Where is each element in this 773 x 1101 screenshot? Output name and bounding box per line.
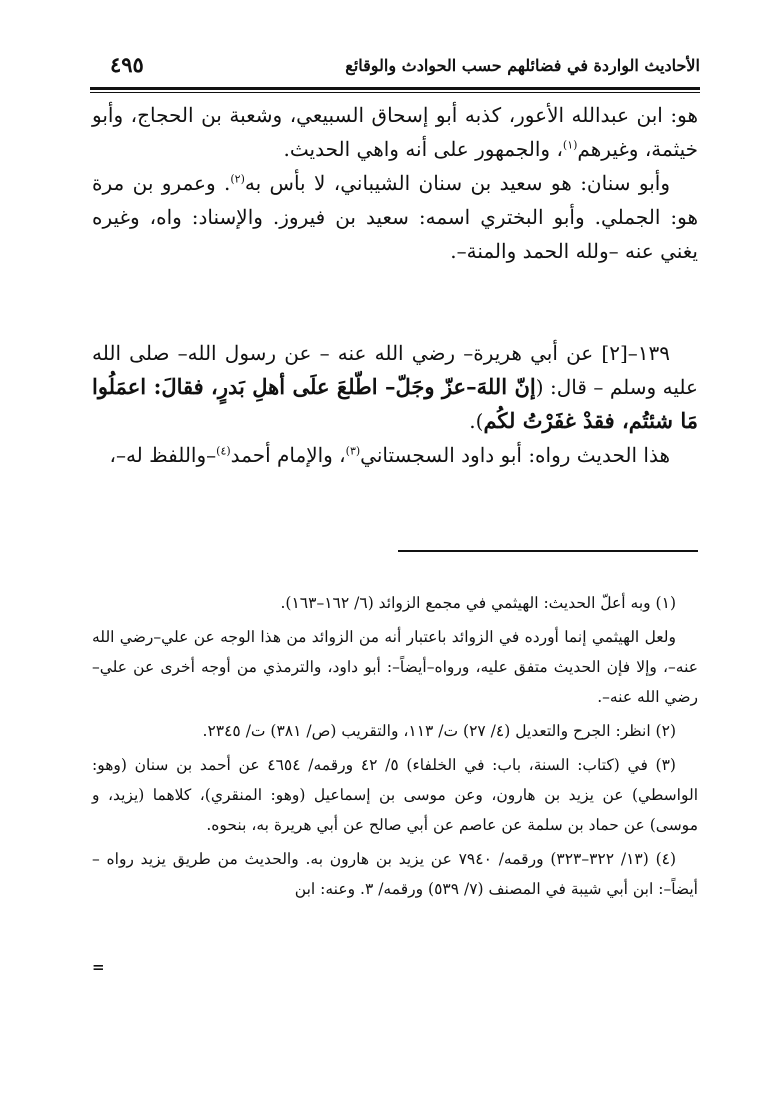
running-title: الأحاديث الواردة في فضائلهم حسب الحوادث والوقائع	[345, 56, 700, 75]
footnote-2: (٢) انظر: الجرح والتعديل (٤/ ٢٧) ت/ ١١٣، والتقريب (ص/ ٣٨١) ت/ ٢٣٤٥.	[202, 722, 676, 740]
paragraph-text: . وعمرو بن مرة هو: الجملي. وأبو البختري اسمه: سعيد بن فيروز. والإسناد: واه، وغيره يغني عنه –ولله الحمد والمنة–.	[92, 171, 698, 263]
footnote-ref-1[interactable]: (١)	[562, 138, 578, 152]
paragraph-text: هو: ابن عبدالله الأعور، كذبه أبو إسحاق السبيعي، وشعبة بن الحجاج، وأبو خيثمة، وغيرهم	[92, 103, 698, 161]
hadith-text: إنّ اللهَ–عزّ وجَلّ– اطّلعَ علَى أهلِ بَدرٍ، فقالَ: اعمَلُوا مَا شئتُم، فقدْ غفَرْتُ لكُم	[92, 374, 698, 433]
footnote-ref-2[interactable]: (٢)	[230, 172, 245, 186]
paragraph-text: ، والجمهور على أنه واهي الحديث.	[283, 137, 563, 161]
footnote-3: (٣) في (كتاب: السنة، باب: في الخلفاء) ٥/ ٤٢ ورقمه/ ٤٦٥٤ عن أحمد بن سنان (وهو: الواسطي) عن يزيد بن هارون، وعن موسى بن إسماعيل (وهو: المنقري)، كلاهما (يزيد، و موسى) عن حماد بن سلمة عن عاصم عن أبي صالح عن أبي هريرة به، بنحوه.	[92, 756, 698, 834]
main-text-block-1	[92, 98, 698, 268]
hadith-intro: ١٣٩–[٢] عن أبي هريرة– رضي الله عنه – عن رسول الله– صلى الله عليه وسلم – قال: (	[92, 341, 698, 399]
paragraph-narrator-critique	[92, 98, 698, 166]
page-header	[90, 40, 700, 88]
footnote-1-continuation: ولعل الهيثمي إنما أورده في الزوائد باعتبار أنه من الزوائد من هذا الوجه عن علي–رضي الله عنه–، وإلا فإن الحديث متفق عليه، ورواه–أيضاً–: أبو داود، والترمذي من أوجه أخرى عن علي–رضي الله عنه–.	[92, 628, 698, 706]
page-number: ٤٩٥	[110, 52, 144, 77]
hadith-paragraph	[92, 336, 698, 438]
footnotes-section	[92, 588, 698, 908]
footnote-4: (٤) (١٣/ ٣٢٢–٣٢٣) ورقمه/ ٧٩٤٠ عن يزيد بن هارون به. والحديث من طريق يزيد رواه –أيضاً–: ابن أبي شيبة في المصنف (٧/ ٥٣٩) ورقمه/ ٣. وعنه: ابن	[92, 850, 698, 898]
paragraph-isnad-notes	[92, 166, 698, 268]
paragraph-text: هذا الحديث رواه: أبو داود السجستاني	[360, 443, 670, 467]
footnote-separator	[398, 550, 698, 552]
footnote-ref-3[interactable]: (٣)	[345, 444, 361, 458]
main-text-block-2	[92, 336, 698, 472]
paragraph-text: –واللفظ له–،	[109, 443, 217, 467]
continuation-mark: =	[92, 958, 105, 976]
header-rule-thin	[90, 92, 700, 93]
footnote-ref-4[interactable]: (٤)	[216, 444, 231, 458]
paragraph-sources	[92, 438, 698, 472]
paragraph-text: وأبو سنان: هو سعيد بن سنان الشيباني، لا بأس به	[244, 171, 670, 195]
hadith-close: ).	[469, 409, 484, 433]
paragraph-text: ، والإمام أحمد	[230, 443, 346, 467]
header-rule	[90, 87, 700, 90]
footnote-1: (١) وبه أعلّ الحديث: الهيثمي في مجمع الزوائد (٦/ ١٦٢–١٦٣).	[280, 594, 676, 612]
